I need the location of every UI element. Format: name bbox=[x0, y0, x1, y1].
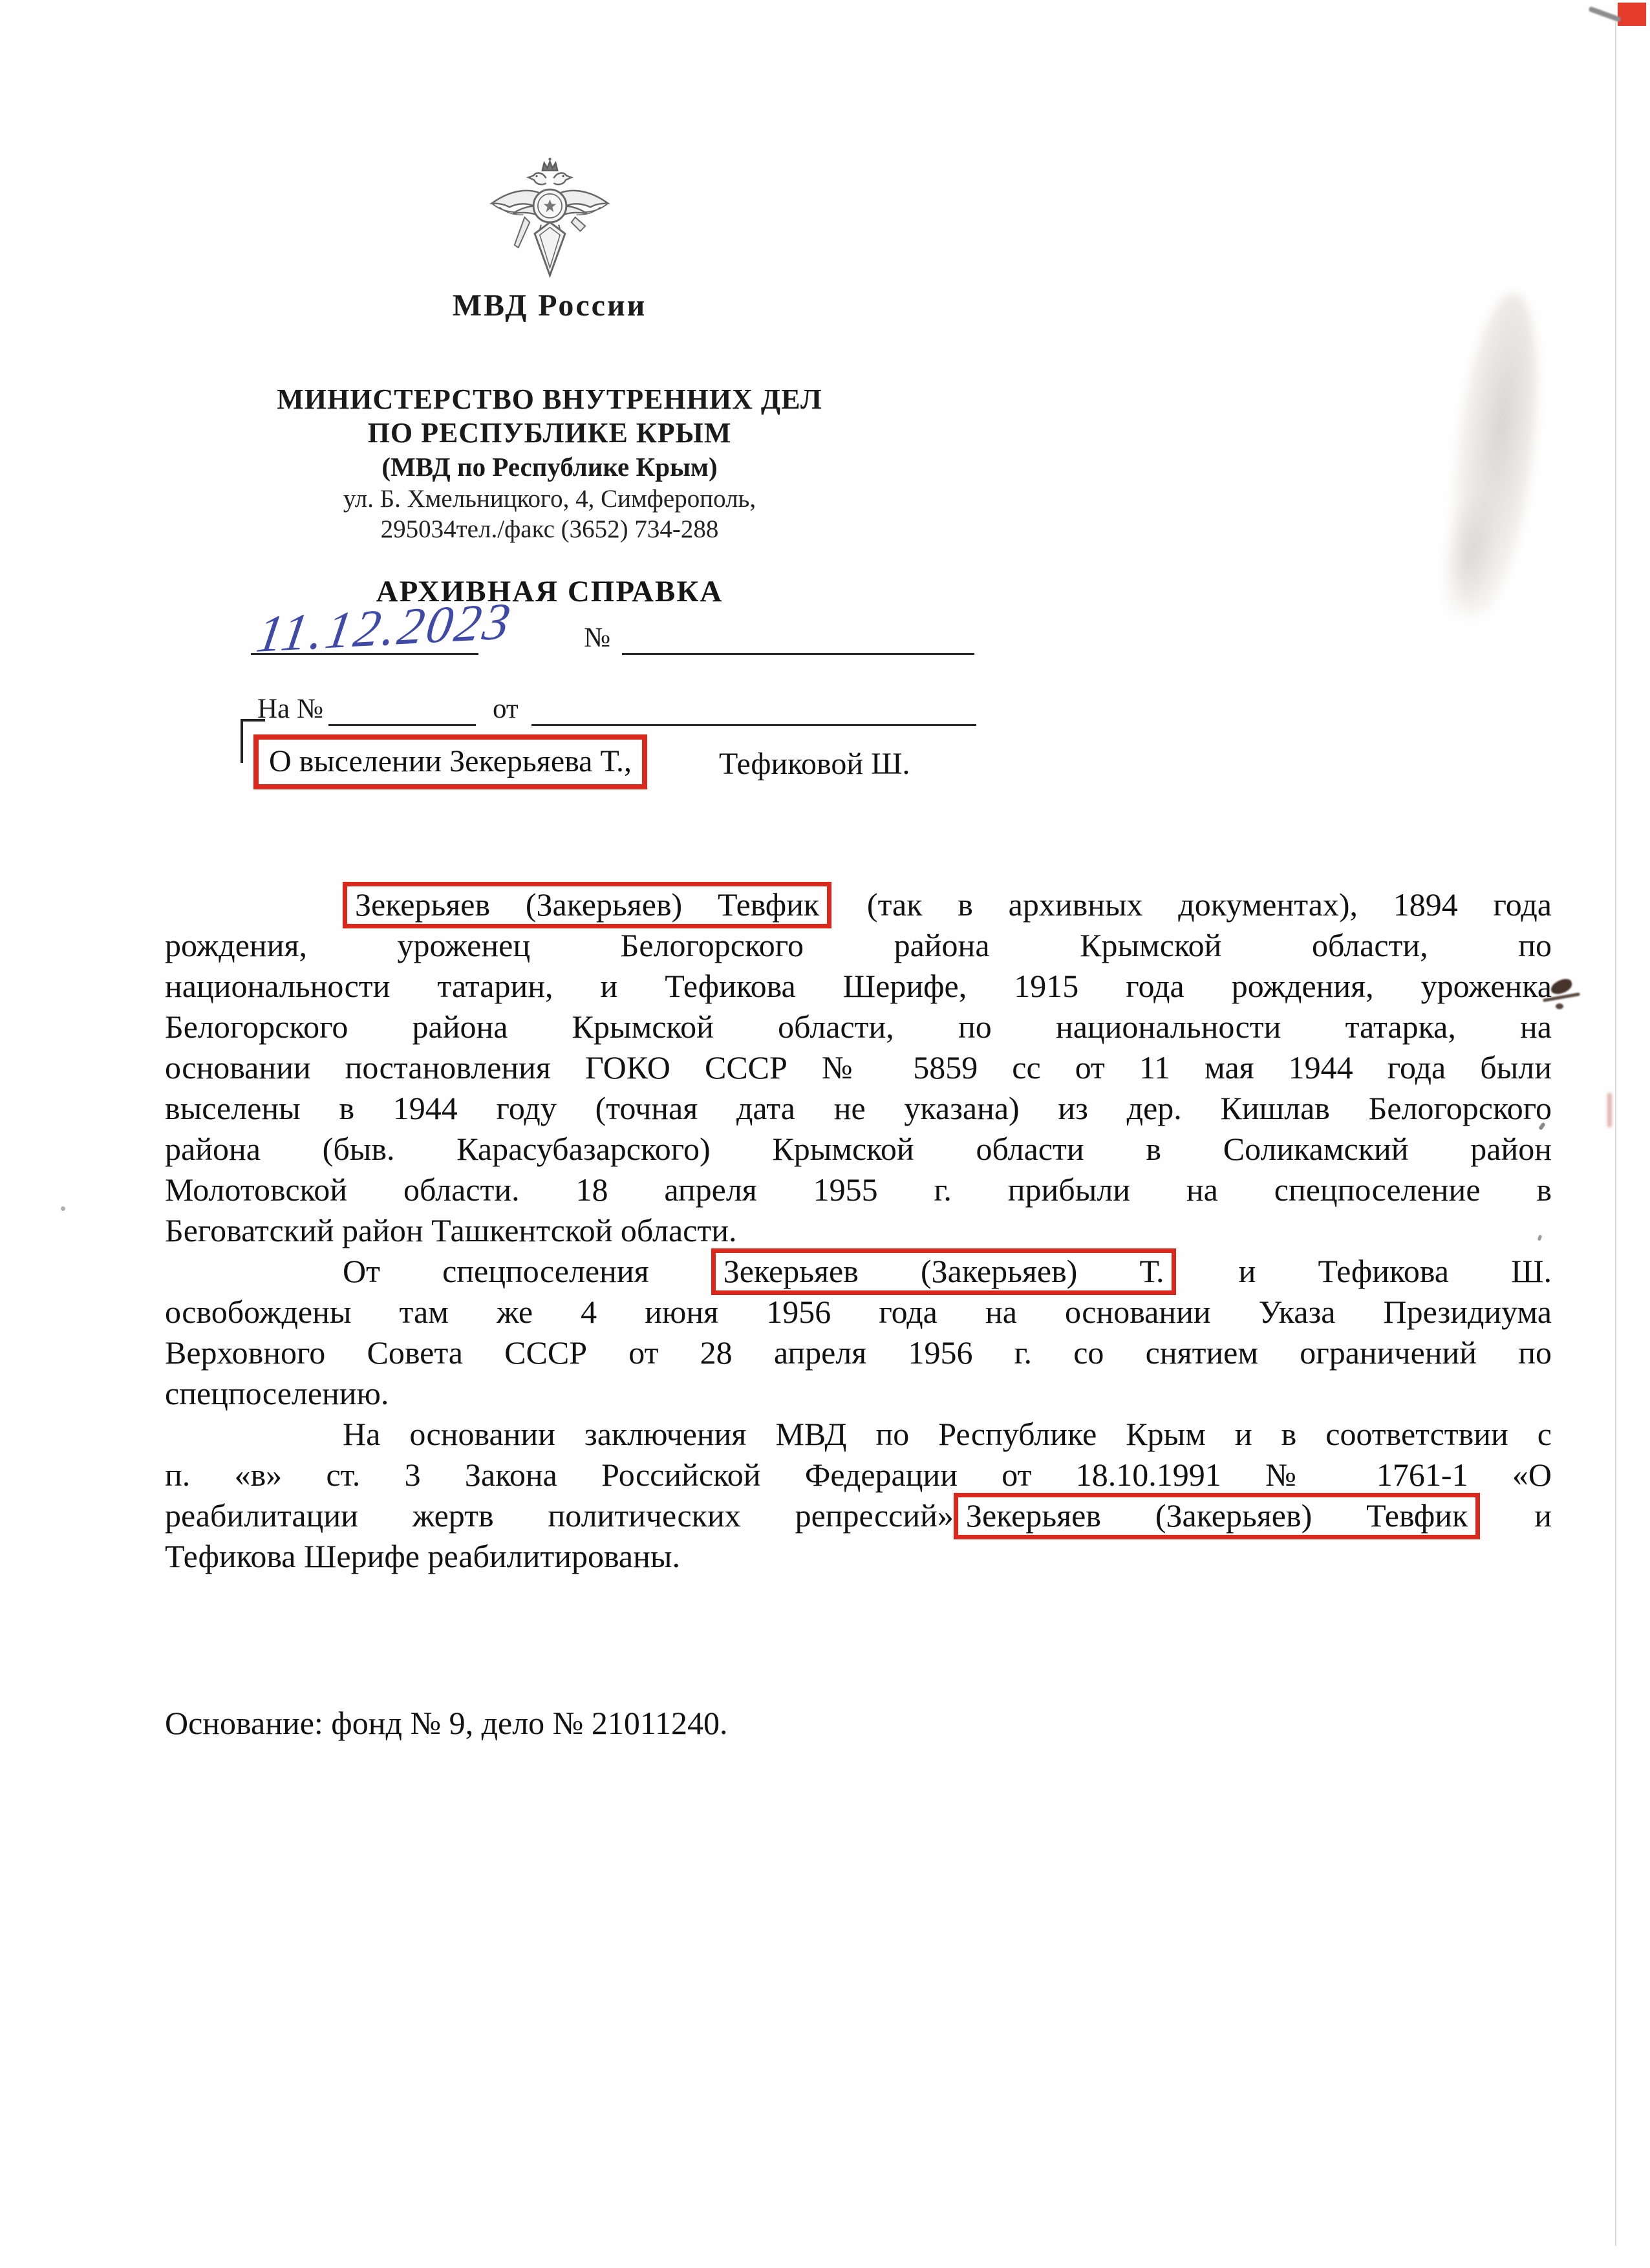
body-text-block bbox=[165, 884, 1552, 1577]
ref-na-label: На № bbox=[257, 694, 323, 724]
page-edge-scan-line bbox=[1615, 22, 1616, 2246]
body-line bbox=[165, 1495, 1552, 1536]
body-text: основании постановления ГОКО СССР № 5859 сс от 11 мая 1944 года были bbox=[165, 1049, 1552, 1086]
ministry-abbr: (МВД по Республике Крым) bbox=[381, 452, 718, 482]
body-text: Верховного Совета СССР от 28 апреля 1956 г. со снятием ограничений по bbox=[165, 1334, 1552, 1371]
ref-ot-label: от bbox=[493, 694, 519, 724]
handwritten-date: 11.12.2023 bbox=[253, 592, 517, 664]
body-text: и Тефикова Ш. bbox=[1176, 1253, 1552, 1289]
body-text: выселены в 1944 году (точная дата не указана) из дер. Кишлав Белогорского bbox=[165, 1090, 1552, 1126]
highlighted-name: Зекерьяев (Закерьяев) Тевфик bbox=[343, 882, 831, 928]
grey-streak-scan-mark bbox=[1588, 6, 1622, 22]
body-line bbox=[165, 1088, 1552, 1129]
body-line bbox=[165, 1210, 1552, 1251]
ink-blot-artifact bbox=[1549, 977, 1574, 996]
highlighted-name: Зекерьяев (Закерьяев) Т. bbox=[711, 1248, 1177, 1295]
letterhead bbox=[188, 155, 912, 609]
basis-line: Основание: фонд № 9, дело № 21011240. bbox=[165, 1705, 728, 1741]
body-text: Беговатский район Ташкентской области. bbox=[165, 1212, 737, 1248]
body-text: и bbox=[1480, 1497, 1552, 1534]
ink-blot-artifact bbox=[1556, 1003, 1563, 1009]
body-text: Молотовской области. 18 апреля 1955 г. прибыли на спецпоселение в bbox=[165, 1171, 1552, 1208]
body-text: (так в архивных документах), 1894 года bbox=[831, 886, 1552, 923]
ministry-block bbox=[188, 383, 912, 544]
body-line bbox=[165, 1292, 1552, 1332]
body-line bbox=[165, 1455, 1552, 1495]
body-text: рождения, уроженец Белогорского района Крымской области, по bbox=[165, 927, 1552, 963]
number-label: № bbox=[584, 623, 611, 653]
address-line1: ул. Б. Хмельницкого, 4, Симферополь, bbox=[343, 485, 756, 513]
pink-smear-artifact bbox=[1607, 1093, 1612, 1128]
red-corner-scan-mark bbox=[1618, 3, 1646, 26]
body-line bbox=[165, 1332, 1552, 1373]
mvd-double-headed-eagle-icon bbox=[480, 155, 619, 281]
body-line bbox=[165, 1373, 1552, 1414]
ministry-name-line2: ПО РЕСПУБЛИКЕ КРЫМ bbox=[367, 417, 732, 449]
org-short-name: МВД России bbox=[452, 288, 647, 323]
body-text: района (быв. Карасубазарского) Крымской области в Соликамский район bbox=[165, 1131, 1552, 1167]
body-text: п. «в» ст. 3 Закона Российской Федерации от 18.10.1991 № 1761-1 «О bbox=[165, 1457, 1552, 1493]
address-line2: 295034тел./факс (3652) 734-288 bbox=[380, 515, 719, 543]
body-line bbox=[165, 1414, 1552, 1455]
body-line bbox=[165, 966, 1552, 1007]
body-text: Белогорского района Крымской области, по национальности татарка, на bbox=[165, 1009, 1552, 1045]
body-text: На основании заключения МВД по Республике Крым и в соответствии с bbox=[343, 1416, 1552, 1452]
ref-date-blank-line bbox=[531, 724, 976, 726]
date-blank-line bbox=[251, 653, 478, 655]
body-line bbox=[165, 925, 1552, 966]
body-text: национальности татарин, и Тефикова Шерифе, 1915 года рождения, уроженка bbox=[165, 968, 1552, 1004]
highlighted-name: Зекерьяев (Закерьяев) Тевфик bbox=[954, 1493, 1480, 1539]
body-line bbox=[165, 1129, 1552, 1170]
body-line bbox=[165, 1251, 1552, 1292]
body-line bbox=[165, 1047, 1552, 1088]
document-title: АРХИВНАЯ СПРАВКА bbox=[376, 575, 723, 608]
body-line bbox=[165, 1007, 1552, 1047]
body-text: реабилитации жертв политических репрессий» bbox=[165, 1497, 954, 1534]
subject-rest: Тефиковой Ш. bbox=[719, 747, 910, 781]
ref-number-blank-line bbox=[328, 724, 476, 726]
number-blank-line bbox=[622, 653, 974, 655]
body-line bbox=[165, 884, 1552, 925]
body-text: От спецпоселения bbox=[343, 1253, 711, 1289]
body-line bbox=[165, 1170, 1552, 1210]
body-text: спецпоселению. bbox=[165, 1375, 389, 1411]
body-text: Тефикова Шерифе реабилитированы. bbox=[165, 1538, 680, 1574]
subject-highlighted: О выселении Зекерьяева Т., bbox=[253, 734, 647, 789]
scan-speck bbox=[61, 1206, 65, 1211]
body-line bbox=[165, 1536, 1552, 1577]
ministry-name-line1: МИНИСТЕРСТВО ВНУТРЕННИХ ДЕЛ bbox=[277, 383, 822, 415]
body-text: освобождены там же 4 июня 1956 года на основании Указа Президиума bbox=[165, 1294, 1552, 1330]
